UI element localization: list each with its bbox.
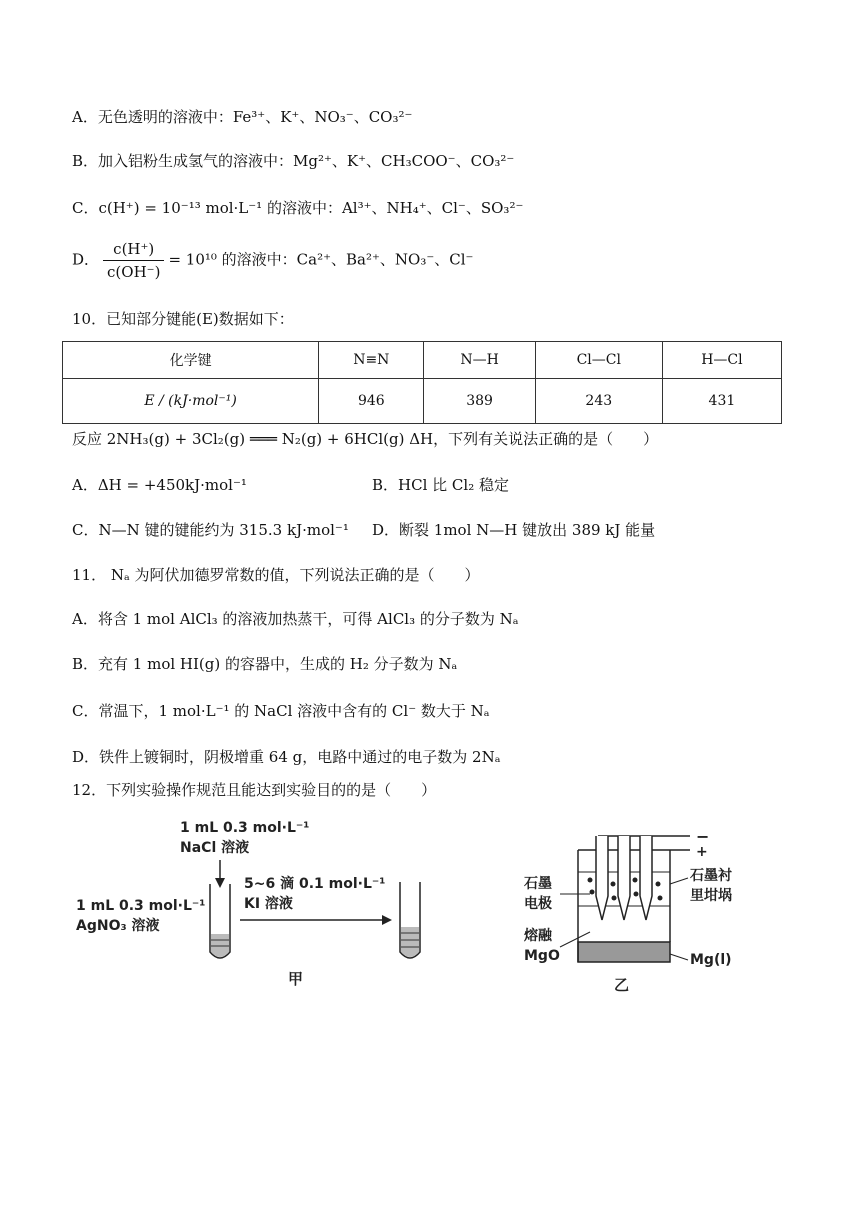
- label-crucible: 里坩埚: [690, 888, 732, 904]
- figure-yi: [520, 822, 790, 997]
- q11-stem: 11． Nₐ 为阿伏加德罗常数的值，下列说法正确的是（ ）: [72, 566, 480, 584]
- process-arrow-head: [382, 915, 392, 925]
- molten-mg-layer: [578, 942, 670, 962]
- q11-option-d: D．铁件上镀铜时，阴极增重 64 g，电路中通过的电子数为 2Nₐ: [72, 748, 501, 766]
- label-graphite: 石墨: [524, 876, 552, 892]
- table-header-row: [63, 342, 782, 379]
- electrode-2: [618, 836, 630, 920]
- q9-option-c: C．c(H⁺) = 10⁻¹³ mol·L⁻¹ 的溶液中：Al³⁺、NH₄⁺、Cl⁻、SO₃²⁻: [72, 199, 524, 217]
- q10-option-c: C．N—N 键的键能约为 315.3 kJ·mol⁻¹: [72, 521, 349, 539]
- fig-jia-top-line1: 1 mL 0.3 mol·L⁻¹: [180, 820, 310, 836]
- q9-option-d: [72, 238, 473, 283]
- table-cell: 243: [535, 379, 662, 424]
- q11-option-a: A．将含 1 mol AlCl₃ 的溶液加热蒸干，可得 AlCl₃ 的分子数为 Nₐ: [72, 610, 519, 628]
- electrode-1: [596, 836, 608, 920]
- table-header-cell: N≡N: [319, 342, 424, 379]
- fig-jia-left-line1: 1 mL 0.3 mol·L⁻¹: [76, 898, 206, 914]
- q10-option-d: D．断裂 1mol N—H 键放出 389 kJ 能量: [372, 521, 656, 539]
- fig-jia-mid-line2: KI 溶液: [244, 896, 293, 912]
- q10-reaction: 反应 2NH₃(g) + 3Cl₂(g) ═══ N₂(g) + 6HCl(g) ΔH，下列有关说法正确的是（ ）: [72, 430, 659, 448]
- table-row: [63, 379, 782, 424]
- table-header-cell: N—H: [424, 342, 535, 379]
- test-tube-2-liquid: [401, 927, 419, 957]
- q9-option-d-label: D．: [72, 250, 100, 269]
- label-molten: 熔融: [524, 928, 552, 944]
- label-graphite-lined: 石墨衬: [690, 868, 732, 884]
- fig-jia-top-line2: NaCl 溶液: [180, 840, 250, 856]
- label-mgo: MgO: [524, 948, 560, 964]
- table-header-cell: Cl—Cl: [535, 342, 662, 379]
- table-cell: 389: [424, 379, 535, 424]
- fig-jia-mid-line1: 5~6 滴 0.1 mol·L⁻¹: [244, 876, 386, 892]
- plus-sign: +: [696, 844, 708, 860]
- q9-option-a: A．无色透明的溶液中：Fe³⁺、K⁺、NO₃⁻、CO₃²⁻: [72, 108, 413, 126]
- table-row-label: E / (kJ·mol⁻¹): [63, 379, 319, 424]
- q12-stem: 12．下列实验操作规范且能达到实验目的的是（ ）: [72, 781, 437, 799]
- fig-yi-caption: 乙: [614, 976, 630, 994]
- q9-option-b: B．加入铝粉生成氢气的溶液中：Mg²⁺、K⁺、CH₃COO⁻、CO₃²⁻: [72, 152, 515, 170]
- q10-option-a: A．ΔH = +450kJ·mol⁻¹: [72, 476, 247, 494]
- electrode-3: [640, 836, 652, 920]
- label-electrode: 电极: [524, 896, 552, 912]
- q10-option-b: B．HCl 比 Cl₂ 稳定: [372, 476, 509, 494]
- table-header-cell: H—Cl: [662, 342, 781, 379]
- fig-jia-caption: 甲: [288, 970, 304, 988]
- table-cell: 431: [662, 379, 781, 424]
- q11-option-b: B．充有 1 mol HI(g) 的容器中，生成的 H₂ 分子数为 Nₐ: [72, 655, 458, 673]
- fraction-denominator: c(OH⁻): [107, 263, 161, 281]
- drop-arrow-head: [215, 878, 225, 888]
- table-header-cell: 化学键: [63, 342, 319, 379]
- table-cell: 946: [319, 379, 424, 424]
- q11-option-c: C．常温下，1 mol·L⁻¹ 的 NaCl 溶液中含有的 Cl⁻ 数大于 Nₐ: [72, 702, 490, 720]
- q9-option-d-rest: = 10¹⁰ 的溶液中：Ca²⁺、Ba²⁺、NO₃⁻、Cl⁻: [168, 250, 474, 269]
- fraction-numerator: c(H⁺): [103, 238, 164, 261]
- bond-energy-table: [62, 341, 782, 424]
- minus-sign: −: [696, 827, 710, 846]
- label-mg-liquid: Mg(l): [690, 952, 732, 968]
- ratio-fraction: [103, 238, 164, 283]
- q10-stem: 10．已知部分键能(E)数据如下：: [72, 310, 294, 328]
- fig-jia-left-line2: AgNO₃ 溶液: [76, 918, 160, 934]
- figure-jia: [70, 812, 450, 997]
